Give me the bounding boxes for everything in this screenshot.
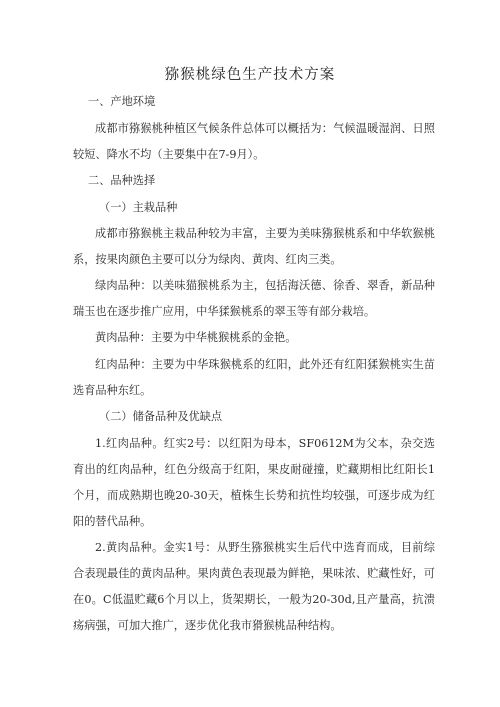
subsection-heading-reserve-varieties: （二）储备品种及优缺点	[99, 410, 223, 423]
paragraph-environment: 成都市猕猴桃种植区气候条件总体可以概括为：气候温暖湿润、日照较短、降水不均（主要集中在7-9月）。	[73, 122, 435, 161]
paragraph-green-flesh: 绿肉品种：以美味猫猴桃系为主，包括海沃德、徐香、翠香，新品种瑞玉也在逐步推广应用，中华猱猴桃系的翠玉等有部分栽培。	[73, 279, 435, 318]
subsection-heading-main-varieties: （一）主栽品种	[99, 201, 178, 214]
paragraph-main-varieties: 成都市猕猴桃主栽品种较为丰富，主要为美味猕猴桃系和中华软猴桃系，按果肉颜色主要可以分为绿肉、黄肉、红肉三类。	[73, 227, 435, 266]
paragraph-red-flesh: 红肉品种：主要为中华珠猴桃系的红阳，此外还有红阳猱猴桃实生苗选育品种东红。	[73, 358, 435, 397]
paragraph-red-variety-item: 1.红肉品种。红实2号：以红阳为母本，SF0612M为父本，杂交选育出的红肉品种，红色分级高于红阳，果皮耐碰撞，贮藏期相比红阳长1个月，而成熟期也晚20-30天，植株生长势和抗性均较强，可逐步成为红阳的替代品种。	[73, 437, 435, 528]
paragraph-yellow-flesh: 黄肉品种：主要为中华桃猴桃系的金艳。	[95, 331, 297, 344]
section-heading-2: 二、品种选择	[88, 174, 156, 187]
document-title: 猕猴桃绿色生产技术方案	[164, 67, 336, 83]
section-heading-1: 一、产地环境	[88, 95, 156, 108]
paragraph-yellow-variety-item: 2.黄肉品种。金实1号：从野生猕猴桃实生后代中选育而成，目前综合表现最佳的黄肉品种。果肉黄色表现最为鲜艳，果味浓、贮藏性好，可在0。C低温贮藏6个月以上，货架期长，一般为20-30d,且产量高，抗溃疡病强，可加大推广，逐步优化我市猾猴桃品种结构。	[73, 541, 435, 632]
